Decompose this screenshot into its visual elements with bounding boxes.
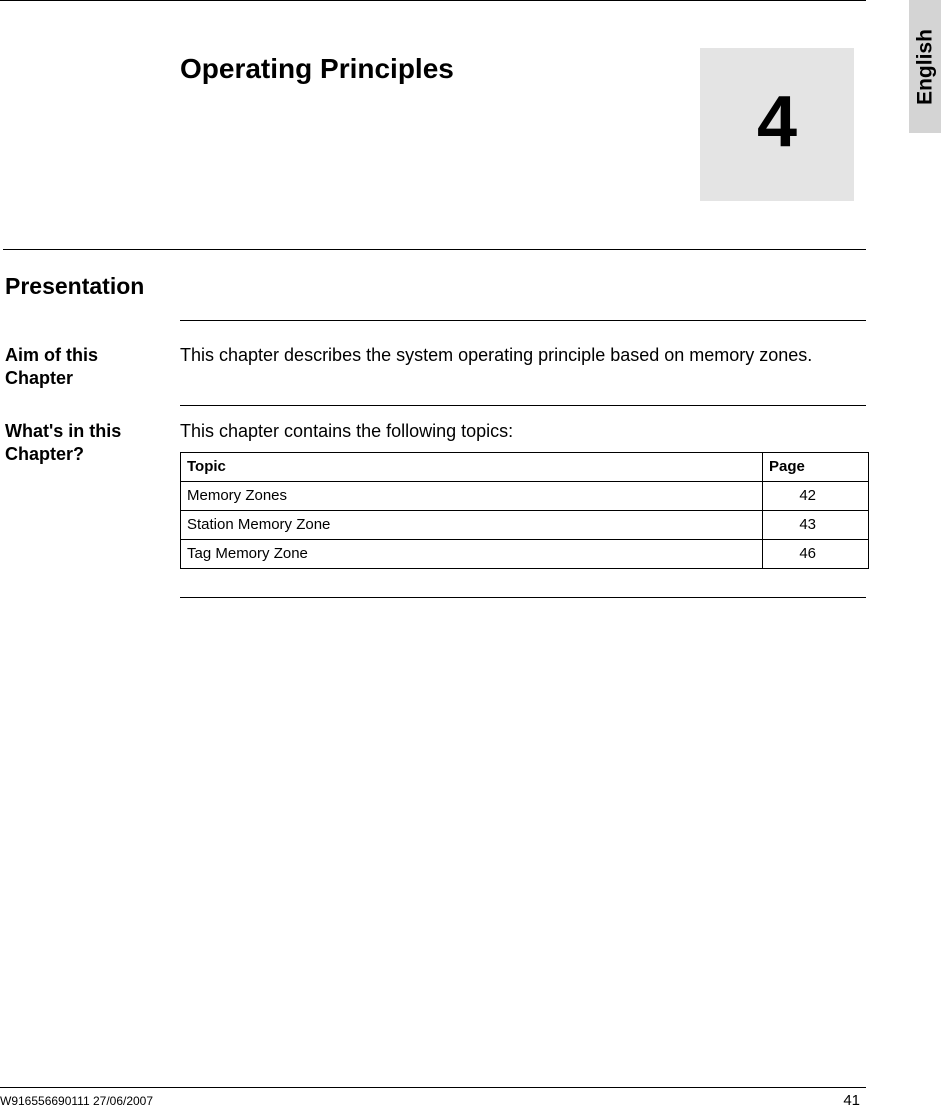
top-rule: [0, 0, 866, 1]
page-cell: 42: [763, 482, 869, 511]
chapter-divider: [3, 249, 866, 250]
footer-page-number: 41: [843, 1092, 860, 1109]
page-column-header: Page: [763, 453, 869, 482]
aim-label: Aim of this Chapter: [5, 345, 98, 388]
topic-column-header: Topic: [181, 453, 763, 482]
page-cell: 46: [763, 540, 869, 569]
whats-in-text: This chapter contains the following topics:: [180, 421, 514, 441]
table-row: [181, 511, 869, 540]
topics-table: [180, 452, 869, 569]
language-tab: [909, 0, 941, 133]
page-cell: 43: [763, 511, 869, 540]
footer-doc-ref: W916556690111 27/06/2007: [0, 1094, 154, 1108]
section-title: Presentation: [5, 273, 145, 299]
topic-cell: Memory Zones: [181, 482, 763, 511]
topic-cell: Tag Memory Zone: [181, 540, 763, 569]
aim-text: This chapter describes the system operating principle based on memory zones.: [180, 345, 813, 365]
section-end-divider: [180, 597, 866, 598]
whats-in-divider: [180, 405, 866, 406]
chapter-number-box: [700, 48, 854, 201]
aim-divider: [180, 320, 866, 321]
chapter-title: Operating Principles: [180, 53, 454, 84]
footer-rule: [0, 1087, 866, 1088]
table-row: [181, 482, 869, 511]
chapter-number: 4: [756, 81, 798, 162]
whats-in-label: What's in this Chapter?: [5, 421, 122, 464]
language-tab-label: English: [913, 28, 937, 105]
table-header-row: [181, 453, 869, 482]
table-row: [181, 540, 869, 569]
topic-cell: Station Memory Zone: [181, 511, 763, 540]
